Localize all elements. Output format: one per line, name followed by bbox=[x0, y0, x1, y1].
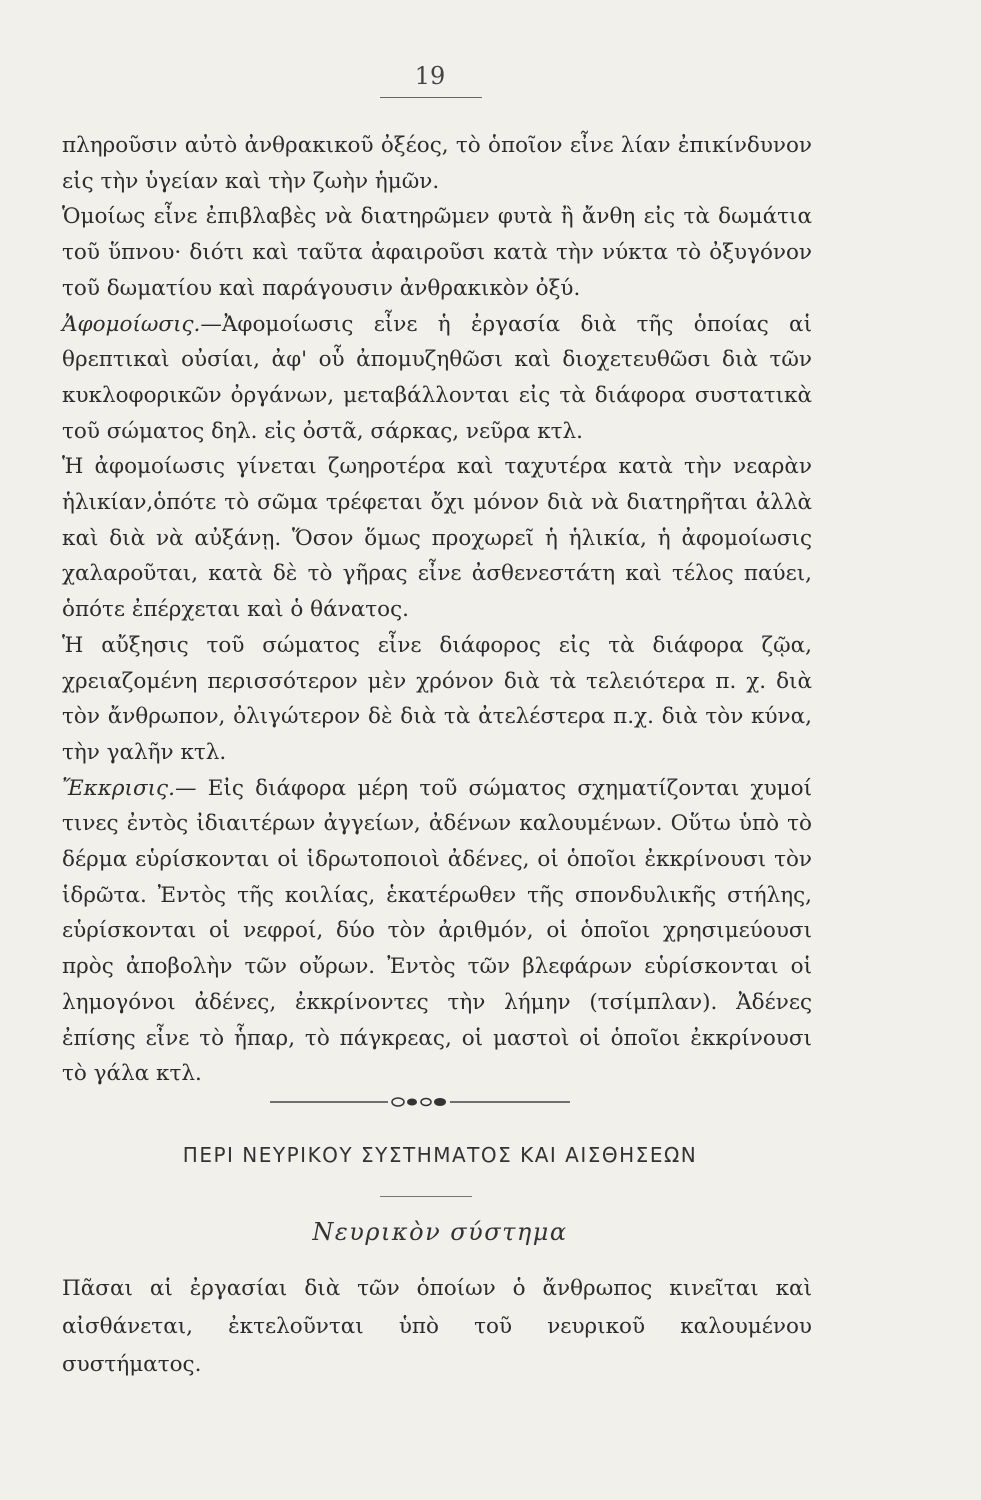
page-number-rule bbox=[380, 97, 482, 98]
paragraph-text: πληροῦσιν αὐτὸ ἀνθρακικοῦ ὀξέος, τὸ ὁποῖον εἶνε λίαν ἐπικίνδυνον εἰς τὴν ὑγείαν καὶ τὴν ζωὴν ἡμῶν. bbox=[62, 133, 812, 194]
paragraph-lead: Ἀφομοίωσις. bbox=[62, 311, 201, 337]
section-heading: ΠΕΡΙ ΝΕΥΡΙΚΟΥ ΣΥΣΤΗΜΑΤΟΣ ΚΑΙ ΑΙΣΘΗΣΕΩΝ bbox=[182, 1143, 698, 1167]
paragraph-text: Ἡ αὔξησις τοῦ σώματος εἶνε διάφορος εἰς τὰ διάφορα ζῷα, χρειαζομένη περισσότερον μὲν χρόνον διὰ τὰ τελειότερα π. χ. διὰ τὸν ἄνθρωπον, ὀλιγώτερον δὲ διὰ τὰ ἀτελέστερα π.χ. διὰ τὸν κύνα, τὴν γαλῆν κτλ. bbox=[62, 632, 812, 765]
paragraph-assimilation bbox=[62, 307, 812, 450]
body-text bbox=[62, 128, 812, 1092]
subheading: Νευρικὸν σύστημα bbox=[312, 1218, 568, 1246]
paragraph-1 bbox=[62, 128, 812, 199]
final-paragraph: Πᾶσαι αἱ ἐργασίαι διὰ τῶν ὁποίων ὁ ἄνθρωπος κινεῖται καὶ αἰσθάνεται, ἐκτελοῦνται ὑπὸ τοῦ νευρικοῦ καλουμένου συστήματος. bbox=[62, 1276, 812, 1377]
paragraph-5 bbox=[62, 628, 812, 771]
ornament-divider bbox=[270, 1094, 570, 1110]
page-number: 19 bbox=[414, 62, 446, 90]
paragraph-4 bbox=[62, 449, 812, 628]
paragraph-text: Ὁμοίως εἶνε ἐπιβλαβὲς νὰ διατηρῶμεν φυτὰ ἢ ἄνθη εἰς τὰ δωμάτια τοῦ ὕπνου· διότι καὶ ταῦτα ἀφαιροῦσι κατὰ τὴν νύκτα τὸ ὀξυγόνον τοῦ δωματίου καὶ παράγουσιν ἀνθρακικὸν ὀξύ. bbox=[62, 204, 812, 301]
paragraph-text: — Εἰς διάφορα μέρη τοῦ σώματος σχηματίζονται χυμοί τινες ἐντὸς ἰδιαιτέρων ἀγγείων, ἀδένων καλουμένων. Οὕτω ὑπὸ τὸ δέρμα εὑρίσκονται οἱ ἱδρωτοποιοὶ ἀδένες, οἱ ὁποῖοι ἐκκρίνουσι τὸν ἱδρῶτα. Ἐντὸς τῆς κοιλίας, ἑκατέρωθεν τῆς σπονδυλικῆς στήλης, εὑρίσκονται οἱ νεφροί, δύο τὸν ἀριθμόν, οἱ ὁποῖοι χρησιμεύουσι πρὸς ἀποβολὴν τῶν οὔρων. Ἐντὸς τῶν βλεφάρων εὑρίσκονται οἱ λημογόνοι ἀδένες, ἐκκρίνοντες τὴν λήμην (τσίμπλαν). Ἀδένες ἐπίσης εἶνε τὸ ἧπαρ, τὸ πάγκρεας, οἱ μαστοὶ οἱ ὁποῖοι ἐκκρίνουσι τὸ γάλα κτλ. bbox=[62, 775, 812, 1087]
heading-rule bbox=[380, 1196, 472, 1197]
paragraph-lead: Ἔκκρισις. bbox=[62, 775, 175, 801]
paragraph-secretion bbox=[62, 771, 812, 1092]
final-text bbox=[62, 1270, 812, 1384]
paragraph-text: Ἡ ἀφομοίωσις γίνεται ζωηροτέρα καὶ ταχυτέρα κατὰ τὴν νεαρὰν ἡλικίαν,ὁπότε τὸ σῶμα τρέφεται ὄχι μόνον διὰ νὰ διατηρῆται ἀλλὰ καὶ διὰ νὰ αὐξάνῃ. Ὅσον ὅμως προχωρεῖ ἡ ἡλικία, ἡ ἀφομοίωσις χαλαροῦται, κατὰ δὲ τὸ γῆρας εἶνε ἀσθενεστάτη καὶ τέλος παύει, ὁπότε ἐπέρχεται καὶ ὁ θάνατος. bbox=[62, 454, 812, 623]
paragraph-text: —Ἀφομοίωσις εἶνε ἡ ἐργασία διὰ τῆς ὁποίας αἱ θρεπτικαὶ οὐσίαι, ἀφ' οὗ ἀπομυζηθῶσι καὶ διοχετευθῶσι διὰ τῶν κυκλοφορικῶν ὀργάνων, μεταβάλλονται εἰς τὰ διάφορα συστατικὰ τοῦ σώματος δηλ. εἰς ὀστᾶ, σάρκας, νεῦρα κτλ. bbox=[62, 311, 812, 444]
paragraph-2 bbox=[62, 199, 812, 306]
